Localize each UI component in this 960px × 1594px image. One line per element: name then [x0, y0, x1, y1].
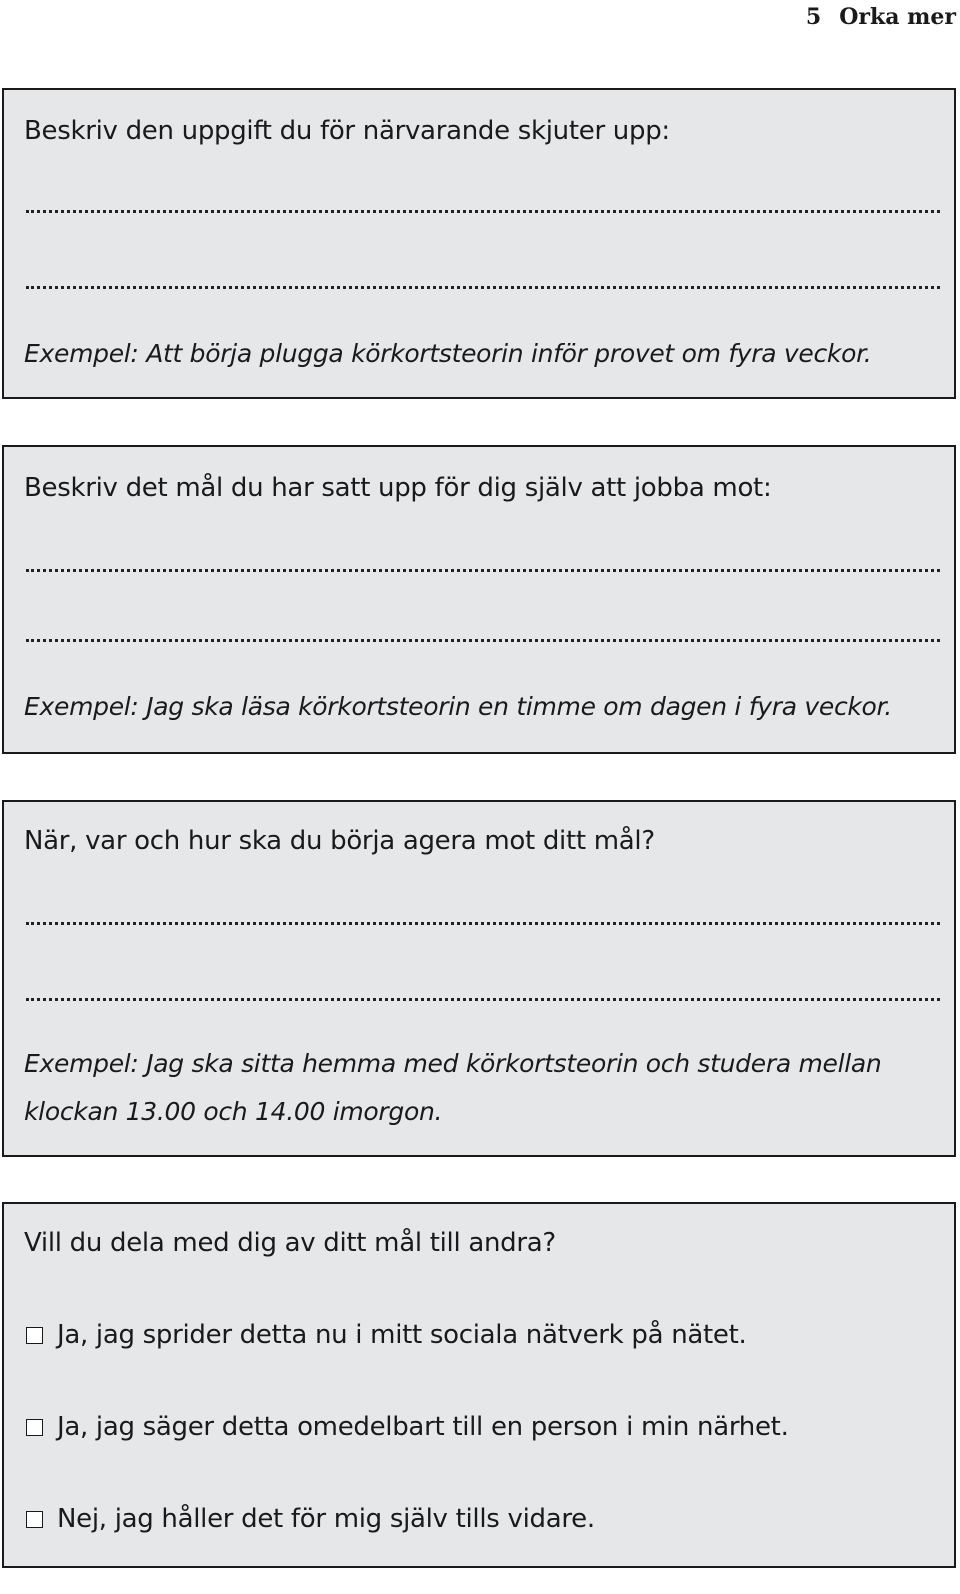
- section-title: Orka mer: [839, 4, 956, 30]
- option-label: Nej, jag håller det för mig själv tills vidare.: [57, 1504, 595, 1534]
- option-tell-person[interactable]: [26, 1412, 789, 1442]
- page-header: [806, 4, 956, 30]
- option-label: Ja, jag sprider detta nu i mitt sociala nätverk på nätet.: [57, 1320, 747, 1350]
- question-box-procrastinated-task: [2, 88, 956, 399]
- option-label: Ja, jag säger detta omedelbart till en person i min närhet.: [57, 1412, 789, 1442]
- question-box-goal: [2, 445, 956, 754]
- page-number: 5: [805, 4, 822, 30]
- answer-line-1[interactable]: [26, 569, 940, 572]
- answer-line-1[interactable]: [26, 922, 940, 925]
- checkbox-icon[interactable]: [26, 1419, 43, 1436]
- question-text: Beskriv den uppgift du för närvarande skjuter upp:: [24, 116, 670, 146]
- question-box-share-goal: [2, 1202, 956, 1568]
- example-text: Exempel: Att börja plugga körkortsteorin inför provet om fyra veckor.: [24, 339, 872, 368]
- answer-line-1[interactable]: [26, 210, 940, 213]
- checkbox-icon[interactable]: [26, 1511, 43, 1528]
- example-text: Exempel: Jag ska sitta hemma med körkortsteorin och studera mellan klockan 13.00 och 14.00 imorgon.: [24, 1049, 882, 1126]
- answer-line-2[interactable]: [26, 639, 940, 642]
- answer-line-2[interactable]: [26, 998, 940, 1001]
- question-text: Vill du dela med dig av ditt mål till andra?: [24, 1228, 556, 1258]
- option-keep-private[interactable]: [26, 1504, 595, 1534]
- option-share-online[interactable]: [26, 1320, 746, 1350]
- question-text: När, var och hur ska du börja agera mot ditt mål?: [24, 826, 655, 856]
- question-box-when-where-how: [2, 800, 956, 1157]
- checkbox-icon[interactable]: [26, 1327, 43, 1344]
- example-text: Exempel: Jag ska läsa körkortsteorin en timme om dagen i fyra veckor.: [24, 692, 892, 721]
- question-text: Beskriv det mål du har satt upp för dig själv att jobba mot:: [24, 473, 772, 503]
- answer-line-2[interactable]: [26, 286, 940, 289]
